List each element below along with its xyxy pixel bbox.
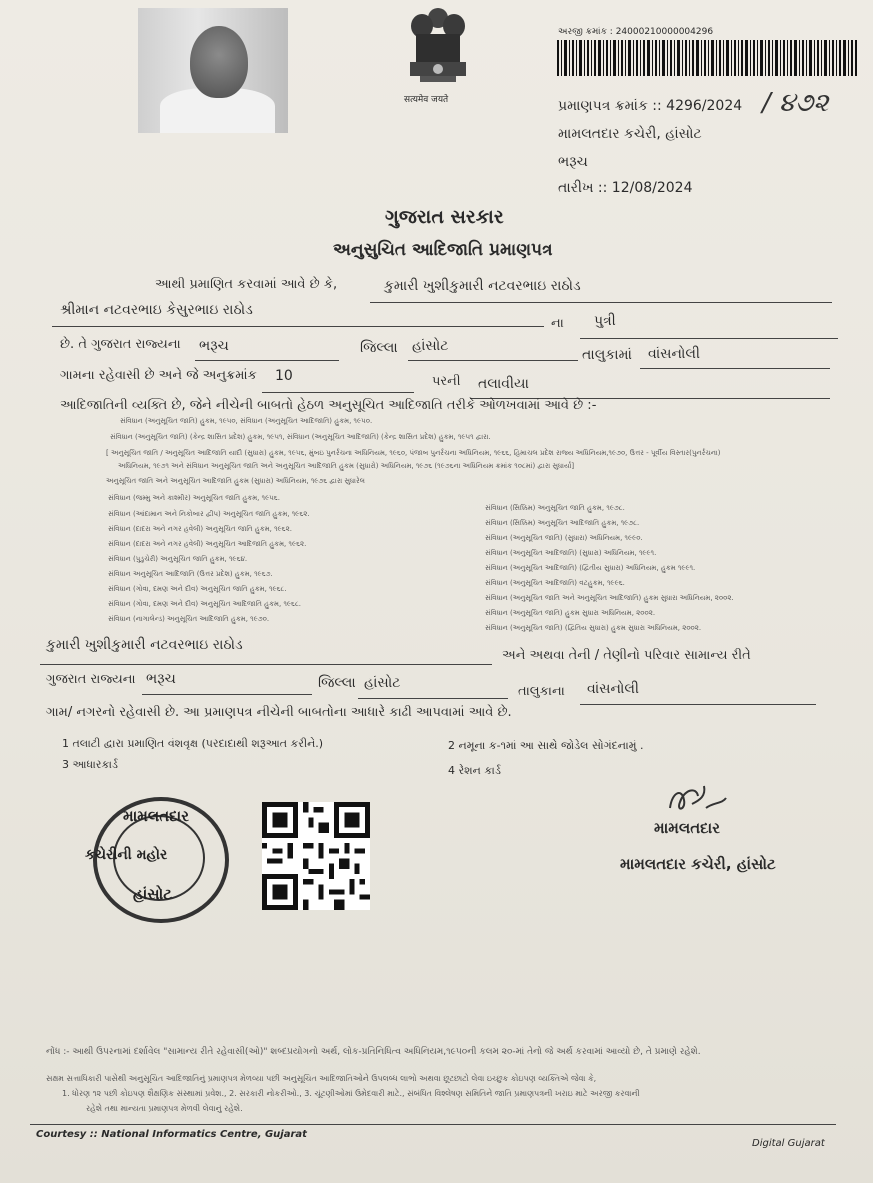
govt-title: ગુજરાત સરકાર bbox=[385, 206, 504, 228]
handwritten-number: / ૪૭૨ bbox=[762, 88, 829, 118]
doc-item: 3 આધારકાર્ડ bbox=[62, 758, 118, 771]
taluka-label: તાલુકામાં bbox=[582, 347, 632, 363]
order-right: સંવિધાન (અનુસૂચિત જાતિ) (સુધારા) અધિનિયમ, ૧૯૯૦. bbox=[485, 534, 643, 542]
order-left: સંવિધાન (ગોવા, દમણ અને દીવ) અનુસૂચિત આદિજાતિ હુકમ, ૧૯૬૮. bbox=[108, 600, 302, 608]
name-underline bbox=[370, 302, 832, 303]
family-taluka-label: તાલુકાના bbox=[518, 684, 565, 699]
tribe-line: આદિજાતિની વ્યક્તિ છે, જેને નીચેની બાબતો હેઠળ અનુસૂચિત આદિજાતિ તરીકે ઓળખવામાં આવે છે :- bbox=[60, 398, 597, 413]
jilla-label: જિલ્લા bbox=[360, 340, 398, 356]
footnote: નોંધ :- આથી ઉપરનામાં દર્શાવેલ "સામાન્ય રીતે રહેવાસી(ઓ)" શબ્દપ્રયોગનો અર્થ, લોક-પ્રતિનિધિત્વ અધિનિયમ,૧૯૫૦ની કલમ ૨૦-માં તેનો જે અર્થ કરવામાં આવ્યો છે, તે પ્રમાણે રહેશે. bbox=[46, 1047, 701, 1057]
emblem-motto: सत्यमेव जयते bbox=[404, 95, 449, 105]
family-taluka: હાંસોટ bbox=[364, 675, 401, 691]
order-line: સંવિધાન (અનુસૂચિત જાતિ) (કેન્દ્ર શાસિત પ્રદેશ) હુકમ, ૧૯૫૧, સંવિધાન (અનુસૂચિત આદિજાતિ) (કેન્દ્ર શાસિત પ્રદેશ) હુકમ, ૧૯૫૧ દ્વારા. bbox=[110, 433, 491, 441]
order-right: સંવિધાન (સિક્કિમ) અનુસૂચિત આદિજાતિ હુકમ, ૧૯૭૮. bbox=[485, 519, 640, 527]
relation-value: પુત્રી bbox=[594, 313, 616, 329]
family-district-underline bbox=[142, 694, 312, 695]
na-label: ના bbox=[551, 316, 564, 331]
national-emblem-icon bbox=[398, 4, 478, 104]
order-left: સંવિધાન (જમ્મુ અને કાશ્મીર) અનુસૂચિત જાતિ હુકમ, ૧૯૫૬. bbox=[108, 494, 280, 502]
order-left: સંવિધાન (નાગાલેન્ડ) અનુસૂચિત આદિજાતિ હુકમ, ૧૯૭૦. bbox=[108, 615, 270, 623]
barcode bbox=[557, 40, 857, 76]
village-value: વાંસનોલી bbox=[648, 346, 701, 362]
order-left: સંવિધાન (ગોવા, દમણ અને દીવ) અનુસૂચિત જાતિ હુકમ, ૧૯૬૮. bbox=[108, 585, 287, 593]
footnote: રહેશે તથા માન્યતા પ્રમાણપત્ર મેળવી લેવાનું રહેશે. bbox=[86, 1104, 243, 1113]
office-seal bbox=[85, 797, 229, 923]
footer-rule bbox=[30, 1124, 836, 1125]
order-line: સંવિધાન (અનુસૂચિત જાતિ) હુકમ, ૧૯૫૦, સંવિધાન (અનુસૂચિત આદિજાતિ) હુકમ, ૧૯૫૦. bbox=[120, 417, 373, 425]
serial-underline bbox=[262, 392, 414, 393]
family-state-prefix: ગુજરાત રાજ્યના bbox=[46, 672, 136, 687]
order-left: સંવિધાન (દાદરા અને નગર હવેલી) અનુસૂચિત જાતિ હુકમ, ૧૯૬૨. bbox=[108, 525, 292, 533]
tribe-value: તલાવીયા bbox=[478, 376, 529, 392]
certify-prefix: આથી પ્રમાણિત કરવામાં આવે છે કે, bbox=[155, 277, 338, 292]
order-left: સંવિધાન અનુસૂચિત આદિજાતિ (ઉત્તર પ્રદેશ) હુકમ, ૧૯૬૭. bbox=[108, 570, 273, 578]
district-underline bbox=[195, 360, 339, 361]
family-village-underline bbox=[580, 704, 816, 705]
signatory-title: મામલતદાર bbox=[654, 819, 720, 837]
issuing-district: ભરૂચ bbox=[558, 154, 588, 170]
order-line: [ અનુસૂચિત જાતિ / અનુસૂચિત આદિજાતિ યાદી (સુધારા) હુકમ, ૧૯૫૬, મુંબઇ પુનર્રચના અધિનિયમ, ૧૯૬૦, પંજાબ પુનર્રચના અધિનિયમ, ૧૯૬૬, હિમાચલ પ્રદેશ રાજ્ય અધિનિયમ,૧૯૭૦, ઉત્તર - પૂર્વીય વિસ્તાર(પુનર્રચના) bbox=[106, 449, 721, 457]
order-line: અધિનિયમ, ૧૯૭૧ અને સંવિધાન અનુસૂચિત જાતિ અને અનુસૂચિત આદિજાતિ હુકમ (સુધારો) અધિનિયમ, ૧૯૭૬ (૧૯૭૬ના અધિનિયમ ક્રમાંક ૧૦૮માં) દ્વારા સુધાર્યા] bbox=[118, 462, 575, 470]
courtesy-text: Courtesy :: National Informatics Centre, Gujarat bbox=[36, 1129, 307, 1140]
doc-item: 2 નમૂના ક-૧માં આ સાથે જોડેલ સોગંદનામું . bbox=[448, 739, 644, 752]
order-right: સંવિધાન (અનુસૂચિત જાતિ) હુકમ સુધારા અધિનિયમ, ૨૦૦૨. bbox=[485, 609, 656, 617]
order-left: સંવિધાન (પુડુચેરી) અનુસૂચિત જાતિ હુકમ, ૧૯૬૪. bbox=[108, 555, 248, 563]
parni-label: પરની bbox=[432, 374, 461, 389]
applicant-photo bbox=[138, 8, 288, 133]
signatory-office: મામલતદાર કચેરી, હાંસોટ bbox=[620, 855, 776, 873]
footnote: 1. ધોરણ ૧૨ પછી કોઇપણ શૈક્ષણિક સંસ્થામાં પ્રવેશ., 2. સરકારી નોકરીઓ., 3. ચૂંટણીઓમાં ઉમેદવારી માટે., સંબંધિત વિશ્લેષણ સમિતિને જાતિ પ્રમાણપત્રની ખરાઇ માટે અરજી કરવાની bbox=[62, 1089, 640, 1098]
footnote: સક્ષમ સત્તાધિકારી પાસેથી અનુસૂચિત આદિજાતિનું પ્રમાણપત્ર મેળવ્યા પછી અનુસૂચિત આદિજાતિઓને ઉપલબ્ધ લાભો અથવા છૂટછાટો લેવા ઇચ્છુક કોઇપણ વ્યક્તિએ જેવા કે, bbox=[46, 1074, 597, 1083]
order-left: સંવિધાન (દાદરા અને નગર હવેલી) અનુસૂચિત આદિજાતિ હુકમ, ૧૯૬૨. bbox=[108, 540, 307, 548]
serial-number: 10 bbox=[275, 368, 293, 384]
issue-date: તારીખ :: 12/08/2024 bbox=[558, 180, 693, 196]
family-suffix: અને અથવા તેની / તેણીનો પરિવાર સામાન્ય રીતે bbox=[502, 648, 751, 663]
district-value: ભરૂચ bbox=[199, 338, 229, 354]
photo-head-shape bbox=[190, 26, 248, 98]
order-right: સંવિધાન (અનુસૂચિત આદિજાતિ) (દ્વિતીય સુધારા) અધિનિયમ, હુકમ ૧૯૯૧. bbox=[485, 564, 696, 572]
certificate-title: અનુસુચિત આદિજાતિ પ્રમાણપત્ર bbox=[333, 240, 553, 260]
father-name: શ્રીમાન નટવરભાઇ કેસુરભાઇ રાઠોડ bbox=[60, 302, 253, 318]
family-jilla-label: જિલ્લા bbox=[318, 675, 356, 691]
order-right: સંવિધાન (અનુસૂચિત જાતિ) (દ્વિતિય સુધારા) હુકમ સુધારા અધિનિયમ, ૨૦૦૨. bbox=[485, 624, 702, 632]
family-person-name: કુમારી ખુશીકુમારી નટવરભાઇ રાઠોડ bbox=[46, 637, 243, 653]
family-name-underline bbox=[40, 664, 492, 665]
certificate-number: પ્રમાણપત્ર ક્રમાંક :: 4296/2024 bbox=[558, 98, 743, 114]
taluka-underline bbox=[408, 360, 578, 361]
doc-item: 1 તલાટી દ્વારા પ્રમાણિત વંશવૃક્ષ (પરદાદાથી શરૂઆત કરીને.) bbox=[62, 737, 324, 750]
basis-line: ગામ/ નગરનો રહેવાસી છે. આ પ્રમાણપત્ર નીચેની બાબતોના આધારે કાઢી આપવામાં આવે છે. bbox=[46, 705, 512, 720]
doc-item: 4 રેશન કાર્ડ bbox=[448, 764, 501, 777]
seal-middle-text: કચેરીની મહોર bbox=[85, 847, 168, 863]
issuing-office: મામલતદાર કચેરી, હાંસોટ bbox=[558, 126, 702, 142]
order-left: સંવિધાન (આંદામાન અને નિકોબાર દ્વીપ) અનુસૂચિત જાતિ હુકમ, ૧૯૬૨. bbox=[108, 510, 310, 518]
person-name: કુમારી ખુશીકુમારી નટવરભાઇ રાઠોડ bbox=[384, 278, 581, 294]
order-line: અનુસૂચિત જાતિ અને અનુસૂચિત આદિજાતિ હુકમ (સુધારા) અધિનિયમ, ૧૯૭૬ દ્વારા સુધારેલ bbox=[106, 477, 365, 485]
digital-gujarat-brand: Digital Gujarat bbox=[752, 1138, 825, 1149]
order-right: સંવિધાન (અનુસૂચિત જાતિ અને અનુસૂચિત આદિજાતિ) હુકમ સુધારા અધિનિયમ, ૨૦૦૨. bbox=[485, 594, 734, 602]
taluka-value: હાંસોટ bbox=[412, 338, 449, 354]
family-village: વાંસનોલી bbox=[587, 681, 640, 697]
qr-code bbox=[262, 802, 370, 910]
relation-underline bbox=[580, 338, 838, 339]
father-underline bbox=[52, 326, 544, 327]
village-underline bbox=[640, 368, 830, 369]
application-number: અરજી ક્રમાંક : 24000210000004296 bbox=[558, 27, 714, 37]
seal-top-text: મામલતદાર bbox=[123, 807, 189, 825]
state-prefix: છે. તે ગુજરાત રાજ્યના bbox=[60, 337, 181, 352]
order-right: સંવિધાન (અનુસૂચિત આદિજાતિ) (સુધારા) અધિનિયમ, ૧૯૯૧. bbox=[485, 549, 657, 557]
order-right: સંવિધાન (સિક્કિમ) અનુસૂચિત જાતિ હુકમ, ૧૯૭૮. bbox=[485, 504, 625, 512]
seal-bottom-text: હાંસોટ bbox=[133, 885, 172, 903]
family-district: ભરૂચ bbox=[146, 671, 176, 687]
signature-scribble bbox=[662, 778, 732, 820]
family-taluka-underline bbox=[358, 698, 508, 699]
order-right: સંવિધાન (અનુસૂચિત આદિજાતિ) વટહુકમ, ૧૯૯૬. bbox=[485, 579, 625, 587]
village-prefix: ગામના રહેવાસી છે અને જે અનુક્રમાંક bbox=[60, 368, 257, 383]
